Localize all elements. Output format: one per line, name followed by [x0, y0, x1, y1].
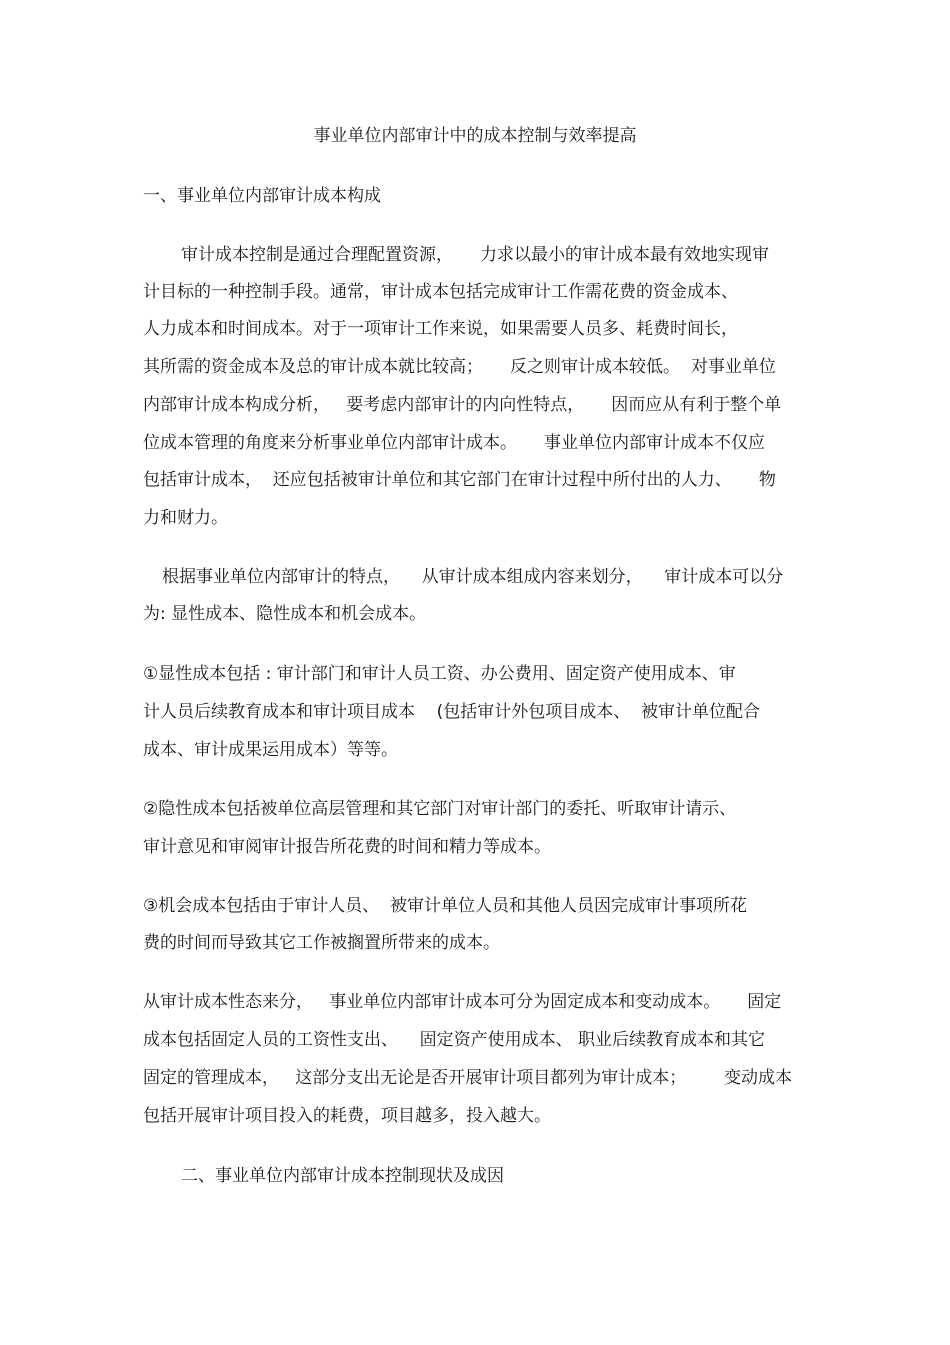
paragraph-line: 费的时间而导致其它工作被搁置所带来的成本。 — [143, 933, 500, 953]
paragraph-line: 固定的管理成本， 这部分支出无论是否开展审计项目都列为审计成本； 变动成本 — [143, 1068, 793, 1088]
paragraph-line: 根据事业单位内部审计的特点， 从审计成本组成内容来划分， 审计成本可以分 — [162, 567, 784, 587]
document-title: 事业单位内部审计中的成本控制与效率提高 — [313, 126, 637, 146]
paragraph-line: 计目标的一种控制手段。通常，审计成本包括完成审计工作需花费的资金成本、 — [143, 282, 738, 302]
paragraph-line: 审计成本控制是通过合理配置资源， 力求以最小的审计成本最有效地实现审 — [181, 245, 770, 265]
paragraph-line: 内部审计成本构成分析， 要考虑内部审计的内向性特点， 因而应从有利于整个单 — [143, 395, 782, 415]
paragraph-line: 从审计成本性态来分， 事业单位内部审计成本可分为固定成本和变动成本。 固定 — [143, 992, 782, 1012]
paragraph-line: ②隐性成本包括被单位高层管理和其它部门对审计部门的委托、听取审计请示、 — [143, 799, 737, 819]
paragraph-line: 力和财力。 — [143, 508, 228, 528]
paragraph-line: 审计意见和审阅审计报告所花费的时间和精力等成本。 — [143, 837, 551, 857]
paragraph-line: 成本包括固定人员的工资性支出、 固定资产使用成本、 职业后续教育成本和其它 — [143, 1030, 766, 1050]
paragraph-line: ③机会成本包括由于审计人员、 被审计单位人员和其他人员因完成审计事项所花 — [143, 896, 748, 916]
paragraph-line: 位成本管理的角度来分析事业单位内部审计成本。 事业单位内部审计成本不仅应 — [143, 433, 766, 453]
paragraph-line: 包括审计成本， 还应包括被审计单位和其它部门在审计过程中所付出的人力、 物 — [143, 470, 776, 490]
section-heading-2: 二、事业单位内部审计成本控制现状及成因 — [181, 1166, 504, 1186]
paragraph-line: 包括开展审计项目投入的耗费，项目越多，投入越大。 — [143, 1106, 551, 1126]
paragraph-line: 成本、审计成果运用成本）等等。 — [143, 740, 398, 760]
paragraph-line: ①显性成本包括 : 审计部门和审计人员工资、办公费用、固定资产使用成本、审 — [143, 664, 736, 684]
paragraph-line: 计人员后续教育成本和审计项目成本 (包括审计外包项目成本、 被审计单位配合 — [143, 702, 761, 722]
paragraph-line: 其所需的资金成本及总的审计成本就比较高； 反之则审计成本较低。 对事业单位 — [143, 357, 776, 377]
section-heading-1: 一、事业单位内部审计成本构成 — [143, 186, 381, 206]
paragraph-line: 人力成本和时间成本。对于一项审计工作来说，如果需要人员多、耗费时间长， — [143, 319, 738, 339]
paragraph-line: 为: 显性成本、隐性成本和机会成本。 — [143, 604, 427, 624]
